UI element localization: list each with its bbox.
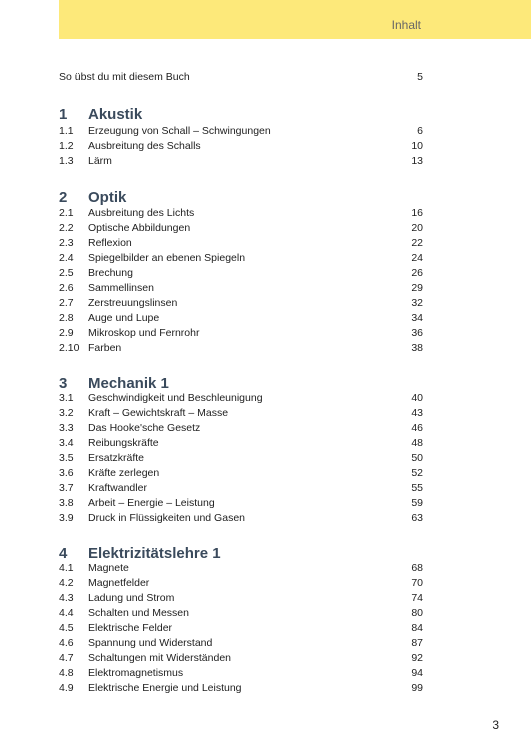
chapter-number: 4 (59, 545, 68, 562)
toc-entry[interactable] (59, 466, 423, 481)
toc-entry-page: 59 (411, 497, 423, 509)
chapter-number: 1 (59, 106, 68, 123)
toc-entry[interactable] (59, 621, 423, 636)
toc-entry-title: Mikroskop und Fernrohr (88, 327, 200, 339)
toc-entry[interactable] (59, 154, 423, 169)
toc-entry-number: 4.7 (59, 652, 74, 664)
toc-entry-page: 20 (411, 222, 423, 234)
toc-entry[interactable] (59, 406, 423, 421)
toc-entry-page: 94 (411, 667, 423, 679)
toc-entry[interactable] (59, 481, 423, 496)
toc-entry-number: 1.2 (59, 140, 74, 152)
toc-entry-page: 26 (411, 267, 423, 279)
toc-entry-number: 4.4 (59, 607, 74, 619)
chapter-title: Mechanik 1 (88, 375, 169, 392)
toc-entry-page: 43 (411, 407, 423, 419)
toc-entry-page: 92 (411, 652, 423, 664)
toc-entry-page: 48 (411, 437, 423, 449)
toc-entry-title: So übst du mit diesem Buch (59, 71, 190, 83)
toc-entry-page: 16 (411, 207, 423, 219)
toc-entry-number: 3.6 (59, 467, 74, 479)
toc-entry-number: 3.5 (59, 452, 74, 464)
toc-entry-page: 84 (411, 622, 423, 634)
toc-entry-number: 3.3 (59, 422, 74, 434)
toc-entry-title: Farben (88, 342, 122, 354)
toc-entry-page: 74 (411, 592, 423, 604)
toc-entry[interactable] (59, 636, 423, 651)
toc-entry-number: 2.9 (59, 327, 74, 339)
toc-entry[interactable] (59, 326, 423, 341)
toc-entry[interactable] (59, 311, 423, 326)
toc-entry[interactable] (59, 341, 423, 356)
toc-entry-title: Ladung und Strom (88, 592, 175, 604)
toc-entry-page: 24 (411, 252, 423, 264)
toc-entry-number: 2.10 (59, 342, 80, 354)
toc-entry[interactable] (59, 511, 423, 526)
toc-entry-page: 55 (411, 482, 423, 494)
toc-entry-number: 1.1 (59, 125, 74, 137)
toc-entry[interactable] (59, 281, 423, 296)
toc-entry-number: 4.8 (59, 667, 74, 679)
toc-entry-page: 38 (411, 342, 423, 354)
toc-entry-page: 68 (411, 562, 423, 574)
toc-entry-number: 3.1 (59, 392, 74, 404)
toc-entry-page: 40 (411, 392, 423, 404)
header-band (59, 0, 531, 39)
toc-entry-page: 70 (411, 577, 423, 589)
toc-entry-page: 34 (411, 312, 423, 324)
toc-entry-title: Elektromagnetismus (88, 667, 184, 679)
toc-entry[interactable] (59, 591, 423, 606)
toc-entry-title: Ausbreitung des Lichts (88, 207, 195, 219)
toc-entry[interactable] (59, 266, 423, 281)
toc-entry-title: Elektrische Energie und Leistung (88, 682, 242, 694)
toc-entry-title: Reflexion (88, 237, 132, 249)
toc-entry-page: 29 (411, 282, 423, 294)
toc-entry-number: 4.3 (59, 592, 74, 604)
chapter-title: Elektrizitätslehre 1 (88, 545, 221, 562)
toc-entry-number: 2.1 (59, 207, 74, 219)
toc-entry-title: Auge und Lupe (88, 312, 160, 324)
toc-entry-number: 3.9 (59, 512, 74, 524)
page-number: 3 (492, 718, 499, 732)
toc-entry-number: 4.2 (59, 577, 74, 589)
toc-entry-title: Optische Abbildungen (88, 222, 191, 234)
toc-entry[interactable] (59, 236, 423, 251)
toc-entry[interactable] (59, 651, 423, 666)
toc-entry-number: 2.7 (59, 297, 74, 309)
toc-entry-number: 2.8 (59, 312, 74, 324)
toc-entry-number: 4.1 (59, 562, 74, 574)
toc-entry-page: 46 (411, 422, 423, 434)
toc-entry-number: 3.4 (59, 437, 74, 449)
toc-entry[interactable] (59, 391, 423, 406)
toc-entry-title: Magnetfelder (88, 577, 150, 589)
toc-entry[interactable] (59, 496, 423, 511)
toc-entry-title: Geschwindigkeit und Beschleunigung (88, 392, 263, 404)
toc-entry-title: Zerstreuungslinsen (88, 297, 178, 309)
toc-entry-page: 87 (411, 637, 423, 649)
toc-entry-page: 13 (411, 155, 423, 167)
toc-entry-title: Schaltungen mit Widerständen (88, 652, 231, 664)
toc-entry-title: Spannung und Widerstand (88, 637, 213, 649)
toc-entry-title: Erzeugung von Schall – Schwingungen (88, 125, 271, 137)
toc-entry-page: 10 (411, 140, 423, 152)
toc-entry-page: 50 (411, 452, 423, 464)
toc-entry-title: Druck in Flüssigkeiten und Gasen (88, 512, 245, 524)
toc-entry-title: Elektrische Felder (88, 622, 173, 634)
toc-entry-page: 99 (411, 682, 423, 694)
chapter-title: Optik (88, 189, 127, 206)
toc-entry-number: 2.3 (59, 237, 74, 249)
toc-intro-row[interactable] (59, 70, 423, 85)
toc-entry-title: Kraft – Gewichtskraft – Masse (88, 407, 229, 419)
toc-entry-title: Spiegelbilder an ebenen Spiegeln (88, 252, 246, 264)
toc-entry-title: Das Hooke'sche Gesetz (88, 422, 201, 434)
toc-entry-page: 36 (411, 327, 423, 339)
toc-entry[interactable] (59, 421, 423, 436)
toc-entry-title: Ersatzkräfte (88, 452, 145, 464)
toc-entry-page: 80 (411, 607, 423, 619)
toc-entry-number: 3.8 (59, 497, 74, 509)
toc-entry[interactable] (59, 436, 423, 451)
toc-entry-number: 3.2 (59, 407, 74, 419)
toc-entry-number: 4.6 (59, 637, 74, 649)
toc-entry-title: Kraftwandler (88, 482, 147, 494)
page-title: Inhalt (391, 18, 421, 32)
toc-entry[interactable] (59, 681, 423, 696)
toc-entry-number: 2.2 (59, 222, 74, 234)
toc-entry-title: Magnete (88, 562, 129, 574)
toc-entry-title: Lärm (88, 155, 112, 167)
chapter-number: 3 (59, 375, 68, 392)
chapter-title: Akustik (88, 106, 143, 123)
chapter-number: 2 (59, 189, 68, 206)
toc-entry-title: Ausbreitung des Schalls (88, 140, 201, 152)
toc-entry[interactable] (59, 451, 423, 466)
toc-entry[interactable] (59, 296, 423, 311)
toc-entry[interactable] (59, 206, 423, 221)
toc-entry[interactable] (59, 221, 423, 236)
toc-entry[interactable] (59, 251, 423, 266)
toc-entry-page: 6 (417, 125, 423, 137)
chapter-heading[interactable] (59, 188, 423, 208)
toc-entry-page: 32 (411, 297, 423, 309)
toc-entry-page: 63 (411, 512, 423, 524)
toc-entry-title: Brechung (88, 267, 133, 279)
chapter-heading[interactable] (59, 105, 423, 125)
toc-entry-page: 5 (417, 71, 423, 83)
toc-entry-page: 22 (411, 237, 423, 249)
toc-entry-number: 2.4 (59, 252, 74, 264)
toc-entry-number: 4.5 (59, 622, 74, 634)
toc-entry-number: 4.9 (59, 682, 74, 694)
toc-entry-title: Schalten und Messen (88, 607, 189, 619)
toc-entry-title: Arbeit – Energie – Leistung (88, 497, 215, 509)
toc-entry-title: Kräfte zerlegen (88, 467, 160, 479)
toc-entry-number: 1.3 (59, 155, 74, 167)
toc-entry[interactable] (59, 124, 423, 139)
toc-entry[interactable] (59, 606, 423, 621)
toc-entry-title: Sammellinsen (88, 282, 154, 294)
toc-entry-page: 52 (411, 467, 423, 479)
toc-entry-number: 3.7 (59, 482, 74, 494)
toc-entry[interactable] (59, 139, 423, 154)
toc-entry-number: 2.5 (59, 267, 74, 279)
toc-entry-number: 2.6 (59, 282, 74, 294)
toc-entry[interactable] (59, 576, 423, 591)
toc-entry[interactable] (59, 561, 423, 576)
toc-entry[interactable] (59, 666, 423, 681)
toc-entry-title: Reibungskräfte (88, 437, 159, 449)
